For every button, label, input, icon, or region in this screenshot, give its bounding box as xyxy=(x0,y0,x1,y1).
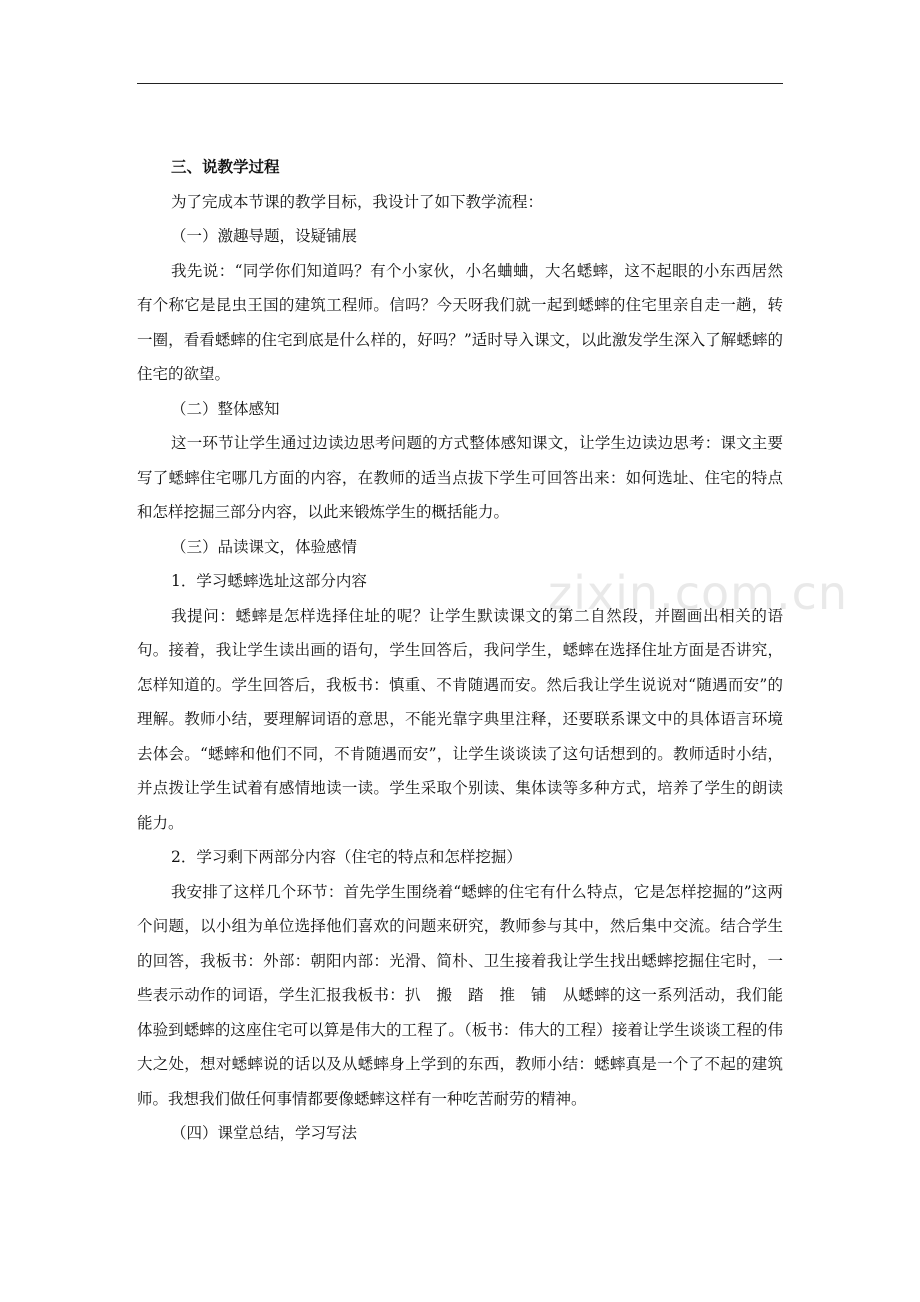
part1-title: （一）激趣导题，设疑铺展 xyxy=(171,227,358,245)
section-heading: 三、说教学过程 xyxy=(171,157,280,176)
part2-title: （二）整体感知 xyxy=(171,399,280,418)
item2-title: 2．学习剩下两部分内容（住宅的特点和怎样挖掘） xyxy=(171,848,522,866)
item1-title: 1．学习蟋蟀选址这部分内容 xyxy=(171,572,367,590)
part3-title: （三）品读课文，体验感情 xyxy=(171,537,358,556)
part1-paragraph: 我先说：“同学你们知道吗？有个小家伙，小名蛐蛐，大名蟋蟀，这不起眼的小东西居然有个称它是昆虫王国的建筑工程师。信吗？今天呀我们就一起到蟋蟀的住宅里亲自走一趟，转一圈，看看蟋蟀的住宅到底是什么样的，好吗？”适时导入课文，以此激发学生深入了解蟋蟀的住宅的欲望。 xyxy=(137,261,783,383)
item1-paragraph: 我提问：蟋蟀是怎样选择住址的呢？让学生默读课文的第二自然段，并圈画出相关的语句。接着，我让学生读出画的语句，学生回答后，我问学生，蟋蟀在选择住址方面是否讲究，怎样知道的。学生回答后，我板书：慎重、不肯随遇而安。然后我让学生说说对“随遇而安”的理解。教师小结，要理解词语的意思，不能光靠字典里注释，还要联系课文中的具体语言环境去体会。“蟋蟀和他们不同，不肯随遇而安”，让学生谈谈读了这句话想到的。教师适时小结，并点拨让学生试着有感情地读一读。学生采取个别读、集体读等多种方式，培养了学生的朗读能力。 xyxy=(137,606,783,832)
header-rule xyxy=(137,83,783,84)
part4-title: （四）课堂总结，学习写法 xyxy=(171,1124,358,1142)
part2-paragraph: 这一环节让学生通过边读边思考问题的方式整体感知课文，让学生边读边思考：课文主要写了蟋蟀住宅哪几方面的内容，在教师的适当点拔下学生可回答出来：如何选址、住宅的特点和怎样挖掘三部分内容，以此来锻炼学生的概括能力。 xyxy=(137,434,783,521)
document-body xyxy=(137,150,783,1151)
item2-paragraph: 我安排了这样几个环节：首先学生围绕着“蟋蟀的住宅有什么特点，它是怎样挖掘的”这两个问题，以小组为单位选择他们喜欢的问题来研究，教师参与其中，然后集中交流。结合学生的回答，我板书：外部：朝阳内部：光滑、简朴、卫生接着我让学生找出蟋蟀挖掘住宅时，一些表示动作的词语，学生汇报我板书：扒 搬 踏 推 铺 从蟋蟀的这一系列活动，我们能体验到蟋蟀的这座住宅可以算是伟大的工程了。（板书：伟大的工程）接着让学生谈谈工程的伟大之处，想对蟋蟀说的话以及从蟋蟀身上学到的东西，教师小结：蟋蟀真是一个了不起的建筑师。我想我们做任何事情都要像蟋蟀这样有一种吃苦耐劳的精神。 xyxy=(137,882,783,1108)
intro-paragraph: 为了完成本节课的教学目标，我设计了如下教学流程： xyxy=(171,192,544,211)
watermark: zixin.com.cn xyxy=(548,566,849,620)
